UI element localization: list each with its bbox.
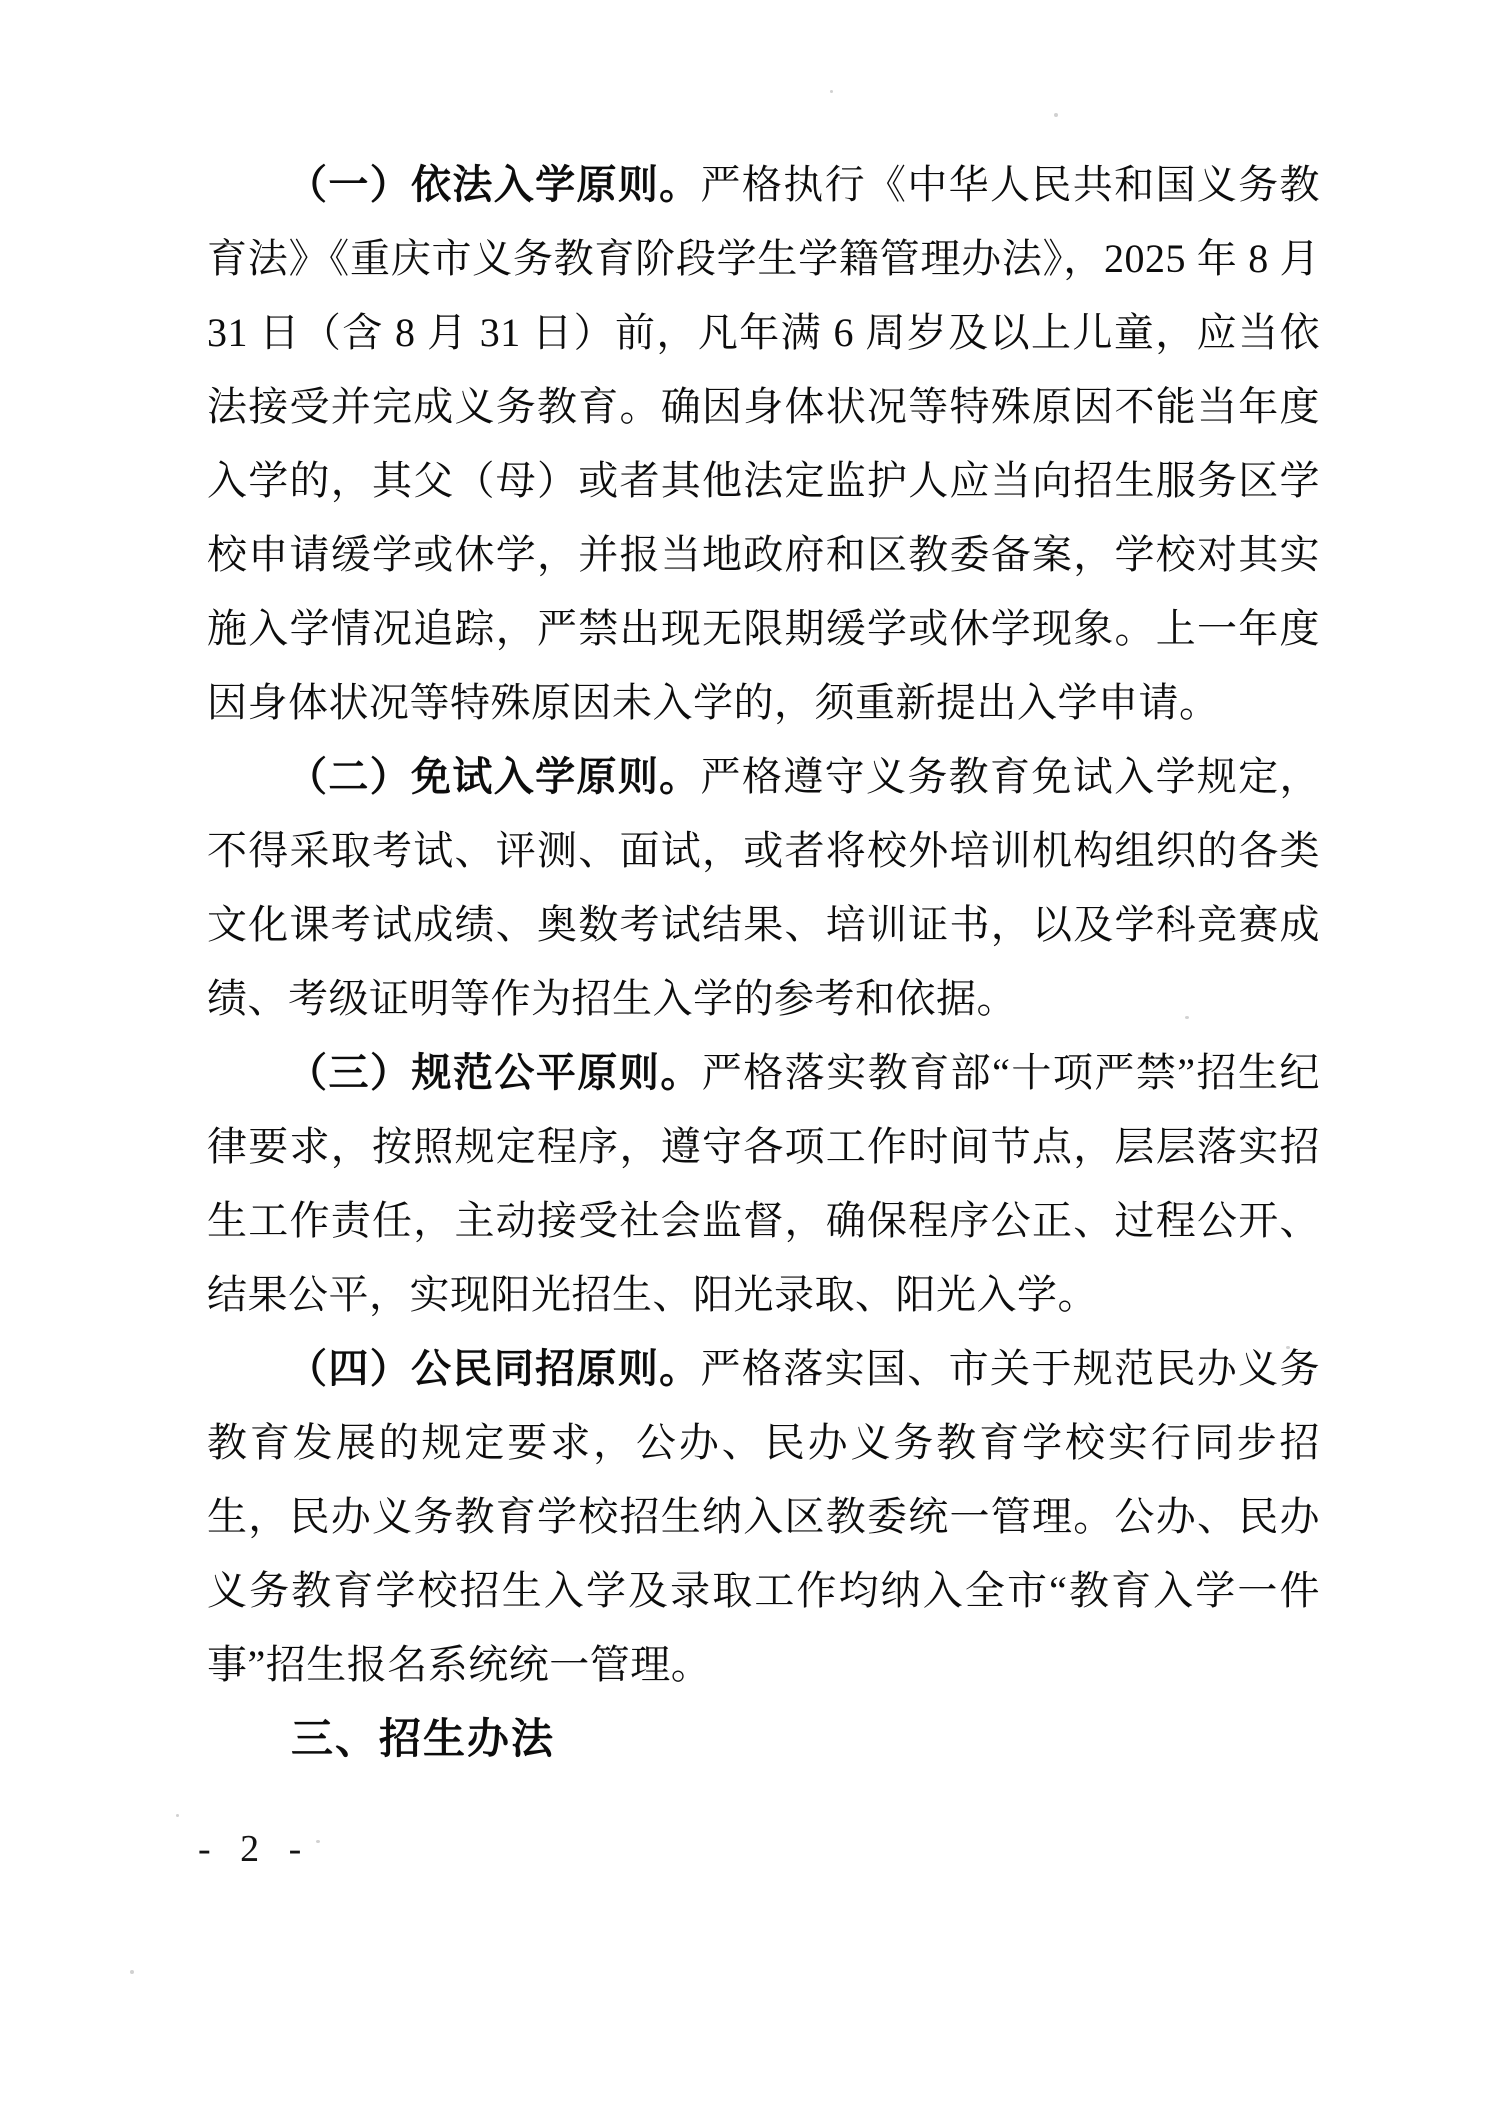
scan-speckle [130,1970,134,1974]
scan-speckle [1054,113,1058,117]
paragraph-4-text: 严格落实国、市关于规范民办义务教育发展的规定要求，公办、民办义务教育学校实行同步招生，民办义务教育学校招生纳入区教委统一管理。公办、民办义务教育学校招生入学及录取工作均纳入全市“教育入学一件事”招生报名系统统一管理。 [207,1346,1321,1687]
document-body [207,148,1320,1776]
paragraph-1-text: 严格执行《中华人民共和国义务教育法》《重庆市义务教育阶段学生学籍管理办法》，2025 年 8 月 31 日（含 8 月 31 日）前，凡年满 6 周岁及以上儿童，应当依法接受并完成义务教育。确因身体状况等特殊原因不能当年度入学的，其父（母）或者其他法定监护人应当向招生服务区学校申请缓学或休学，并报当地政府和区教委备案，学校对其实施入学情况追踪，严禁出现无限期缓学或休学现象。上一年度因身体状况等特殊原因未入学的，须重新提出入学申请。 [207,162,1321,725]
paragraph-2-text: 严格遵守义务教育免试入学规定，不得采取考试、评测、面试，或者将校外培训机构组织的各类文化课考试成绩、奥数考试结果、培训证书，以及学科竞赛成绩、考级证明等作为招生入学的参考和依据。 [207,754,1321,1021]
paragraph-1 [207,148,1320,740]
paragraph-4 [207,1332,1320,1702]
paragraph-3 [207,1036,1320,1332]
paragraph-3-lead: （三）规范公平原则。 [287,1050,702,1095]
paragraph-4-lead: （四）公民同招原则。 [287,1346,701,1391]
paragraph-3-text: 严格落实教育部“十项严禁”招生纪律要求，按照规定程序，遵守各项工作时间节点，层层落实招生工作责任，主动接受社会监督，确保程序公正、过程公开、结果公平，实现阳光招生、阳光录取、阳光入学。 [207,1050,1320,1317]
page-number: - 2 - [198,1828,312,1870]
scan-speckle [830,90,833,93]
paragraph-2-lead: （二）免试入学原则。 [287,754,701,799]
paragraph-2 [207,740,1320,1036]
scan-speckle [1286,1346,1290,1349]
scan-speckle [1185,1016,1189,1019]
paragraph-1-lead: （一）依法入学原则。 [287,162,701,207]
section-heading: 三、招生办法 [291,1715,556,1762]
scan-speckle [316,1840,320,1843]
scan-speckle [176,1814,179,1817]
